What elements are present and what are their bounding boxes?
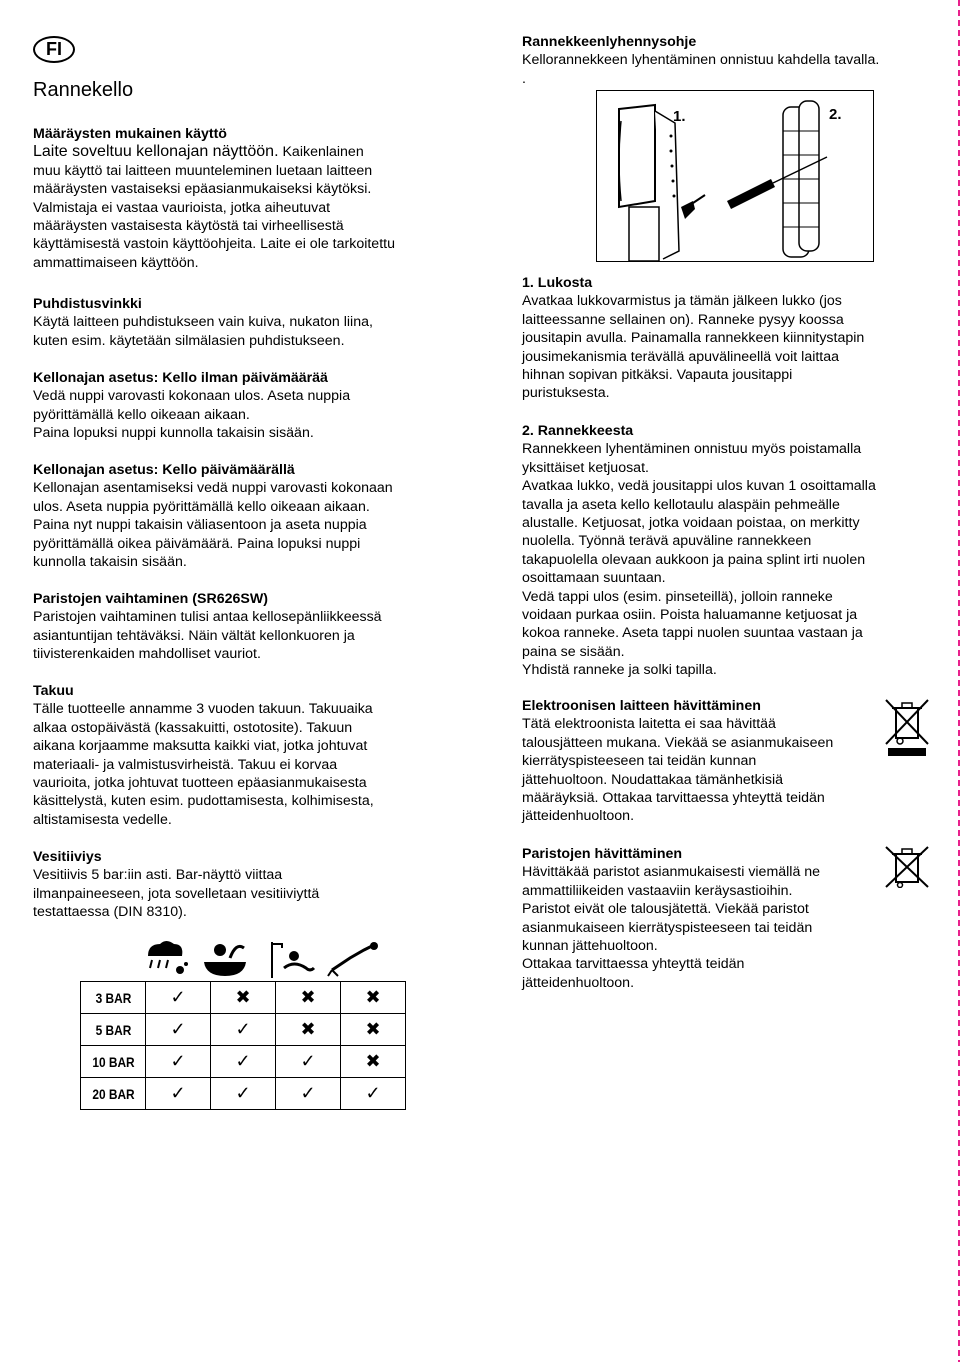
weee-battery-line: Hävittäkää paristot asianmukaisesti viemällä ne: [522, 864, 821, 881]
cleaning-heading: Puhdistusvinkki: [33, 296, 142, 312]
water-line: Vesitiivis 5 bar:iin asti. Bar-näyttö viittaa: [33, 867, 283, 884]
cleaning-line: Käytä laitteen puhdistukseen vain kuiva, nukaton liina,: [33, 314, 373, 331]
weee-battery-heading: Paristojen hävittäminen: [522, 846, 683, 862]
time-no-date-line: pyörittämällä kello oikeaan aikaan.: [33, 406, 250, 423]
check-icon: ✓: [211, 1078, 276, 1110]
weee-device-line: määräyksiä. Ottakaa tarvittaessa yhteyttä teidän: [522, 790, 825, 807]
weee-battery-line: kunnan jättehuoltoon.: [522, 938, 658, 955]
strap2-line: Vedä tappi ulos (esim. pinseteillä), jolloin ranneke: [522, 588, 833, 605]
section-time-date: [33, 461, 463, 571]
weee-device-line: jätteidenhuoltoon.: [522, 808, 635, 825]
check-icon: ✓: [276, 1078, 341, 1110]
strap-line: Kellorannekkeen lyhentäminen onnistuu kahdella tavalla.: [522, 52, 880, 69]
section-cleaning: [33, 295, 463, 350]
cross-icon: ✖: [276, 1014, 341, 1046]
strap-heading: Rannekkeenlyhennysohje: [522, 34, 697, 50]
check-icon: ✓: [146, 1014, 211, 1046]
strap2-heading: 2. Rannekkeesta: [522, 423, 634, 439]
strap2-line: voidaan purkaa osiin. Poista haluamanne ketjuosat ja: [522, 607, 858, 624]
strap2-line: takapuolella olevaan aukkoon ja paina splint irti nuolen: [522, 551, 866, 568]
time-date-heading: Kellonajan asetus: Kello päivämäärällä: [33, 462, 295, 478]
section-weee-battery: [522, 845, 882, 992]
check-icon: ✓: [211, 1014, 276, 1046]
weee-device-line: talousjätteen mukana. Viekää se asianmukaiseen: [522, 734, 834, 751]
check-icon: ✓: [211, 1046, 276, 1078]
water-line: ilmanpaineeseen, jota sovelletaan vesitiiviyttä: [33, 885, 320, 902]
battery-heading: Paristojen vaihtaminen (SR626SW): [33, 591, 268, 607]
strap2-line: nuolella. Työnnä terävä apuväline rannekkeen: [522, 533, 812, 550]
warranty-line: altistamisesta vedelle.: [33, 811, 172, 828]
strap2-line: osoittamaan suuntaan.: [522, 570, 666, 587]
strap-clasp-drawing: [619, 105, 705, 261]
warranty-heading: Takuu: [33, 683, 74, 699]
time-no-date-line: Vedä nuppi varovasti kokonaan ulos. Aseta nuppia: [33, 388, 351, 405]
rain-splash-icon: [148, 941, 188, 974]
check-icon: ✓: [276, 1046, 341, 1078]
bar-label: 3 BAR: [85, 982, 140, 1014]
clasp-line: hihnan sopivan pitkäksi. Vapauta jousitappi: [522, 367, 793, 384]
time-date-line: pyörittämällä oikea päivämäärä. Paina lopuksi nuppi: [33, 535, 361, 552]
water-activity-icons: [140, 938, 390, 980]
strap-line: .: [522, 70, 526, 87]
clasp-line: jousitapin avulla. Painamalla rannekkeen kiinnitystapin: [522, 330, 865, 347]
usage-line: ammattimaiseen käyttöön.: [33, 254, 199, 271]
weee-battery-line: Paristot eivät ole talousjätettä. Viekää paristot: [522, 901, 809, 918]
crossed-bin-icon: [884, 846, 930, 888]
clasp-heading: 1. Lukosta: [522, 275, 593, 291]
clasp-line: jousimekanismia terävällä apuvälineellä voit laittaa: [522, 348, 840, 365]
usage-lead: Laite soveltuu kellonajan näyttöön.: [33, 143, 279, 161]
cleaning-line: kuten esim. käytetään silmälasien puhdistukseen.: [33, 332, 345, 349]
clasp-line: puristuksesta.: [522, 385, 610, 402]
weee-device-line: jättehuoltoon. Noudattakaa tämänhetkisiä: [522, 771, 784, 788]
time-date-line: kunnolla takaisin sisään.: [33, 554, 187, 571]
strap2-line: Avatkaa lukko, vedä jousitappi ulos kuvan 1 osoittamalla: [522, 478, 876, 495]
weee-device-line: kierrätyspisteeseen tai teidän kunnan: [522, 753, 757, 770]
battery-line: asiantuntijan tehtäväksi. Näin vältät kellonkuoren ja: [33, 627, 355, 644]
link-strap-drawing: [727, 101, 827, 257]
warranty-line: aikana korjaamme maksutta kaikki viat, jotka johtuvat: [33, 738, 368, 755]
usage-line: muu käyttö tai laitteen muunteleminen luetaan laitteen: [33, 162, 373, 179]
check-icon: ✓: [146, 982, 211, 1014]
time-date-line: Kellonajan asentamiseksi vedä nuppi varovasti kokonaan: [33, 480, 393, 497]
bar-label: 20 BAR: [85, 1078, 140, 1110]
weee-battery-line: asianmukaiseen kierrätyspisteeseen tai teidän: [522, 919, 813, 936]
check-icon: ✓: [146, 1046, 211, 1078]
weee-battery-line: ammattiliikeiden vastaaviin keräysastioihin.: [522, 882, 793, 899]
usage-line: Kaikenlainen: [282, 144, 364, 161]
strap2-line: paina se sisään.: [522, 643, 625, 660]
time-no-date-heading: Kellonajan asetus: Kello ilman päivämäärää: [33, 370, 328, 386]
strap2-line: Rannekkeen lyhentäminen onnistuu myös poistamalla: [522, 441, 862, 458]
cross-icon: ✖: [341, 1014, 406, 1046]
time-date-line: Paina nyt nuppi takaisin väliasentoon ja aseta nuppia: [33, 517, 367, 534]
clasp-line: Avatkaa lukkovarmistus ja tämän jälkeen lukko (jos: [522, 293, 842, 310]
warranty-line: käsittelystä, kuten esim. pudottamisesta, kolhimisesta,: [33, 793, 374, 810]
check-icon: ✓: [146, 1078, 211, 1110]
table-row: [81, 1014, 406, 1046]
usage-line: määräysten vastaiseksi epäasianmukaiseksi käytöksi.: [33, 181, 372, 198]
cross-icon: ✖: [211, 982, 276, 1014]
usage-text: [33, 143, 463, 272]
strap2-line: alustalle. Ketjuosat, jotka voidaan poistaa, on merkitty: [522, 515, 860, 532]
language-badge: FI: [33, 36, 75, 63]
bar-label: 10 BAR: [85, 1046, 140, 1078]
water-heading: Vesitiiviys: [33, 849, 102, 865]
warranty-line: materiaali- ja valmistusvirheistä. Takuu ei korvaa: [33, 756, 338, 773]
strap-figure: [596, 90, 874, 262]
section-battery: [33, 590, 463, 664]
warranty-line: alkaa ostopäivästä (kassakuitti, ostotosite). Takuun: [33, 719, 353, 736]
check-icon: ✓: [341, 1078, 406, 1110]
clasp-line: laitteessanne sellainen on). Ranneke pysyy koossa: [522, 311, 844, 328]
usage-line: Valmistaja ei vastaa vaurioista, jotka aiheutuvat: [33, 199, 331, 216]
bath-icon: [204, 944, 246, 976]
bar-label: 5 BAR: [85, 1014, 140, 1046]
battery-line: tiivisterenkaiden mahdolliset vauriot.: [33, 646, 261, 663]
time-date-line: ulos. Aseta nuppia pyörittämällä kello oikeaan aikaan.: [33, 498, 370, 515]
figure-label-1: 1.: [673, 108, 686, 125]
strap2-line: kokoa ranneke. Aseta tappi nuolen suuntaa vastaan ja: [522, 625, 863, 642]
page-title: Rannekello: [33, 79, 134, 101]
weee-device-heading: Elektroonisen laitteen hävittäminen: [522, 698, 761, 714]
weee-battery-line: Ottakaa tarvittaessa yhteyttä teidän: [522, 956, 745, 973]
usage-line: määräysten vastaisesta käytöstä tai virheellisestä: [33, 218, 344, 235]
battery-line: Paristojen vaihtaminen tulisi antaa kellosepänliikkeessä: [33, 609, 382, 626]
warranty-line: Tälle tuotteelle annamme 3 vuoden takuun. Takuuaika: [33, 701, 373, 718]
table-row: [81, 1078, 406, 1110]
section-weee-device: [522, 697, 882, 826]
section-usage: [33, 125, 463, 272]
section-clasp: [522, 274, 932, 403]
section-strap2: [522, 422, 932, 680]
table-row: [81, 982, 406, 1014]
weee-device-line: Tätä elektroonista laitetta ei saa hävittää: [522, 716, 776, 733]
shower-swim-icon: [272, 942, 314, 978]
strap2-line: Yhdistä ranneke ja solki tapilla.: [522, 662, 717, 679]
section-water: [33, 848, 463, 922]
water-resistance-table: [80, 981, 406, 1110]
time-no-date-line: Paina lopuksi nuppi kunnolla takaisin sisään.: [33, 425, 314, 442]
crossed-bin-icon: [884, 698, 930, 758]
figure-label-2: 2.: [829, 106, 842, 123]
water-line: testattaessa (DIN 8310).: [33, 904, 187, 921]
strap2-line: tavalla ja aseta kello kellotaulu alaspäin pehmeälle: [522, 496, 840, 513]
usage-heading: Määräysten mukainen käyttö: [33, 126, 227, 142]
warranty-line: vaurioita, jotka johtuvat tuotteen epäasianmukaisesta: [33, 775, 367, 792]
strap-shortening-illustration: [597, 91, 873, 261]
table-row: [81, 1046, 406, 1078]
cross-icon: ✖: [341, 1046, 406, 1078]
cross-icon: ✖: [341, 982, 406, 1014]
strap2-line: yksittäiset ketjuosat.: [522, 459, 649, 476]
section-warranty: [33, 682, 463, 829]
weee-battery-line: jätteidenhuoltoon.: [522, 974, 635, 991]
cross-icon: ✖: [276, 982, 341, 1014]
usage-line: käyttämisestä vastoin käyttöohjeita. Laite ei ole tarkoitettu: [33, 236, 395, 253]
section-strap: [522, 33, 942, 88]
section-time-no-date: [33, 369, 463, 443]
diving-icon: [328, 942, 378, 976]
